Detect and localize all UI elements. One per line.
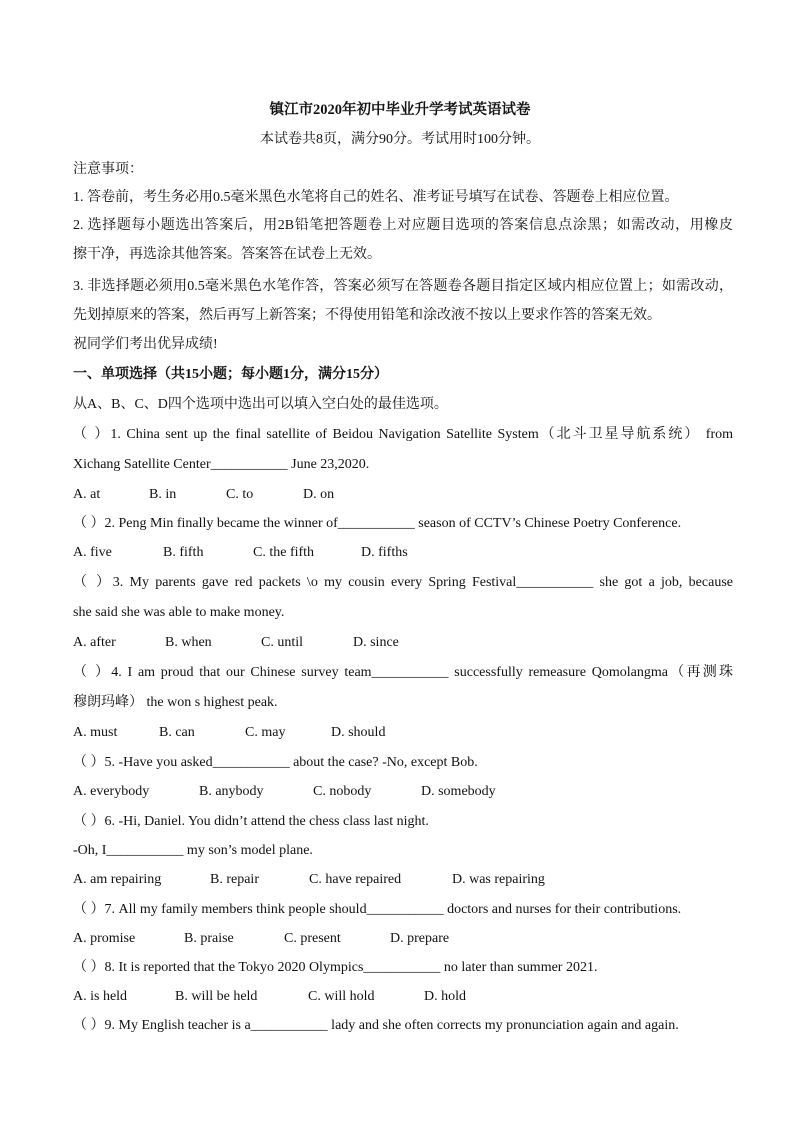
note-2-line-2: 擦干净，再选涂其他答案。答案答在试卷上无效。 [73,247,381,262]
option-c: C. the fifth [253,545,315,560]
option-d: D. somebody [421,784,496,799]
option-d: D. fifths [361,545,408,560]
option-b: B. repair [210,872,259,887]
option-a: A. must [73,725,118,740]
option-d: D. since [353,635,399,650]
option-c: C. nobody [313,784,372,799]
question-4-line-2: 穆朗玛峰） the won s highest peak. [73,695,278,710]
question-8-options [73,987,466,1007]
note-3-line-1: 3. 非选择题必须用0.5毫米黑色水笔作答，答案必须写在答题卷各题目指定区域内相应位置上；如需改动， [73,279,733,294]
question-6-line-2: -Oh, I___________ my son’s model plane. [73,843,313,858]
question-8-line-1: （ ）8. It is reported that the Tokyo 2020 Olympics___________ no later than summer 2021. [73,960,598,975]
option-d: D. prepare [390,931,450,946]
option-b: B. praise [184,931,234,946]
option-c: C. until [261,635,304,650]
question-9-line-1: （ ）9. My English teacher is a___________ lady and she often corrects my pronunciation again and again. [73,1018,679,1033]
exam-title: 镇江市2020年初中毕业升学考试英语试卷 [269,102,531,118]
good-luck-text: 祝同学们考出优异成绩! [73,337,218,352]
option-b: B. anybody [199,784,264,799]
question-4-line-1: （ ）4. I am proud that our Chinese survey team___________ successfully remeasure Qomolangma（再测珠 [73,665,733,680]
question-5-options [73,782,496,802]
option-c: C. may [245,725,286,740]
option-a: A. is held [73,989,128,1004]
option-a: A. at [73,487,101,502]
question-3-options [73,633,399,653]
option-a: A. promise [73,931,136,946]
question-3-line-2: she said she was able to make money. [73,605,285,620]
option-c: C. have repaired [309,872,402,887]
note-2-line-1: 2. 选择题每小题选出答案后，用2B铅笔把答题卷上对应题目选项的答案信息点涂黑；如需改动，用橡皮 [73,218,733,233]
question-1-line-2: Xichang Satellite Center___________ June 23,2020. [73,457,370,472]
note-3-line-2: 先划掉原来的答案，然后再写上新答案；不得使用铅笔和涂改液不按以上要求作答的答案无效。 [73,308,661,323]
question-7-line-1: （ ）7. All my family members think people should___________ doctors and nurses for their contributions. [73,902,682,917]
option-a: A. after [73,635,116,650]
question-6-line-1: （ ）6. -Hi, Daniel. You didn’t attend the chess class last night. [73,814,429,829]
exam-subtitle: 本试卷共8页，满分90分。考试用时100分钟。 [260,132,540,147]
question-5-line-1: （ ）5. -Have you asked___________ about the case? -No, except Bob. [73,755,478,770]
option-b: B. can [159,725,195,740]
option-b: B. fifth [163,545,204,560]
option-d: D. should [331,725,386,740]
option-a: A. everybody [73,784,150,799]
section-1-heading: 一、单项选择（共15小题；每小题1分，满分15分） [73,367,388,382]
option-d: D. was repairing [452,872,545,887]
question-1-line-1: （ ）1. China sent up the final satellite of Beidou Navigation Satellite System（北斗卫星导航系统） from [73,427,733,442]
option-c: C. to [226,487,254,502]
option-d: D. hold [424,989,466,1004]
option-b: B. in [149,487,177,502]
option-a: A. am repairing [73,872,162,887]
option-c: C. will hold [308,989,375,1004]
option-b: B. will be held [175,989,258,1004]
question-2-options [73,543,408,563]
question-3-line-1: （ ）3. My parents gave red packets \o my cousin every Spring Festival___________ she got a job, because [73,575,733,590]
note-1: 1. 答卷前，考生务必用0.5毫米黑色水笔将自己的姓名、准考证号填写在试卷、答题卷上相应位置。 [73,190,679,205]
question-2-line-1: （ ）2. Peng Min finally became the winner of___________ season of CCTV’s Chinese Poetry Conference. [73,516,682,531]
option-a: A. five [73,545,112,560]
notes-heading: 注意事项： [73,162,143,177]
question-6-options [73,870,545,890]
question-1-options [73,485,334,505]
option-c: C. present [284,931,341,946]
option-b: B. when [165,635,212,650]
option-d: D. on [303,487,335,502]
question-4-options [73,723,385,743]
question-7-options [73,929,449,949]
section-1-instruction: 从A、B、C、D四个选项中选出可以填入空白处的最佳选项。 [73,397,448,412]
